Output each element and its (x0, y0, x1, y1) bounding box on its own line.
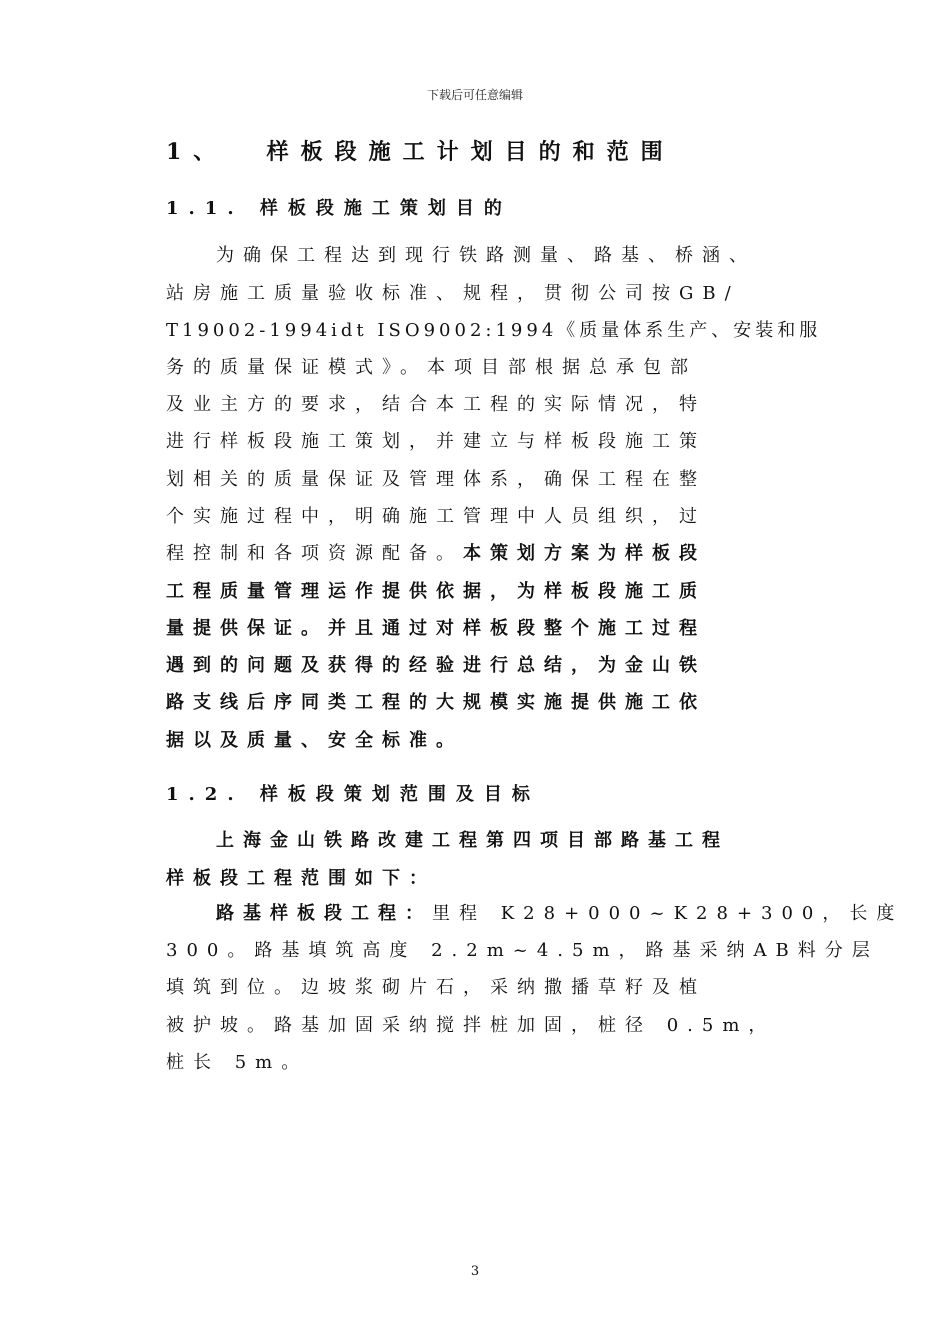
section-2-title: 1.2. 样板段策划范围及目标 (166, 784, 540, 805)
body-line: 务的质量保证模式》。本项目部根据总承包部 (166, 357, 697, 378)
body-text-bold: 本策划方案为样板段 (463, 543, 706, 564)
scope-label: 路基样板段工程： (216, 903, 432, 924)
body-line: 桩长 5m。 (166, 1052, 309, 1073)
body-line-bold: 上海金山铁路改建工程第四项目部路基工程 (216, 830, 729, 851)
section-1-title: 1.1. 样板段施工策划目的 (166, 198, 512, 219)
body-line: 站房施工质量验收标准、规程，贯彻公司按GB/ (166, 283, 740, 304)
body-line-bold: 路支线后序同类工程的大规模实施提供施工依 (166, 692, 706, 713)
body-line: T19002-1994idt ISO9002:1994《质量体系生产、安装和服 (166, 320, 822, 341)
body-line-bold: 量提供保证。并且通过对样板段整个施工过程 (166, 618, 706, 639)
scope-line (216, 902, 903, 926)
body-line-bold: 工程质量管理运作提供依据，为样板段施工质 (166, 581, 706, 602)
body-line-mixed (166, 542, 706, 566)
heading-1: 1、 样板段施工计划目的和范围 (166, 139, 675, 165)
body-line: 被护坡。路基加固采纳搅拌桩加固，桩径 0.5m， (166, 1015, 776, 1036)
body-line: 为确保工程达到现行铁路测量、路基、桥涵、 (216, 245, 756, 266)
page-number: 3 (470, 1264, 480, 1279)
body-line-bold: 遇到的问题及获得的经验进行总结，为金山铁 (166, 655, 706, 676)
scope-text: 里程 K28+000~K28+300，长度 (432, 903, 904, 924)
body-line-bold: 据以及质量、安全标准。 (166, 730, 463, 751)
body-line: 划相关的质量保证及管理体系，确保工程在整 (166, 469, 706, 490)
body-line: 填筑到位。边坡浆砌片石，采纳撒播草籽及植 (166, 977, 706, 998)
body-line: 300。路基填筑高度 2.2m~4.5m，路基采纳AB料分层 (166, 940, 879, 961)
body-text-normal: 程控制和各项资源配备。 (166, 543, 463, 564)
body-line: 及业主方的要求，结合本工程的实际情况，特 (166, 394, 706, 415)
body-line-bold: 样板段工程范围如下： (166, 868, 436, 889)
page-header: 下载后可任意编辑 (426, 88, 523, 102)
body-line: 个实施过程中，明确施工管理中人员组织，过 (166, 506, 706, 527)
body-line: 进行样板段施工策划，并建立与样板段施工策 (166, 431, 706, 452)
